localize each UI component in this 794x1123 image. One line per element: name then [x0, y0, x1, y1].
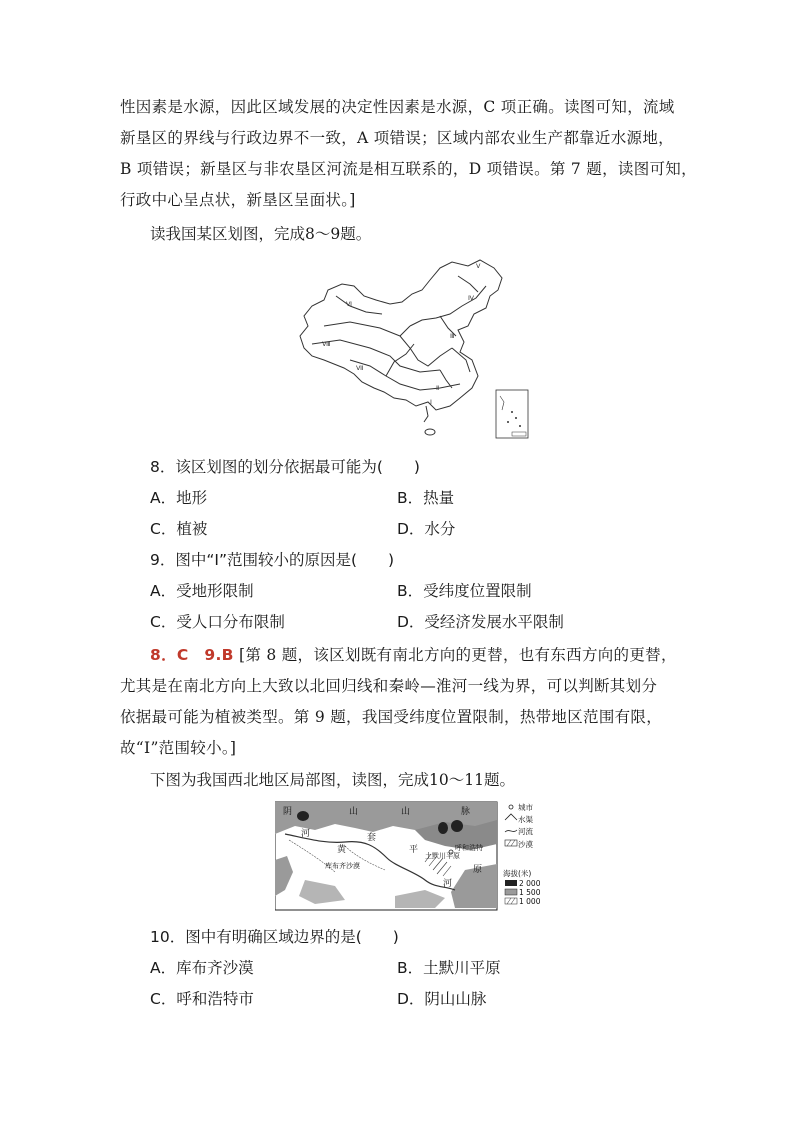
northwest-region-map [275, 800, 553, 912]
legend-level: 1 000 [519, 897, 541, 906]
map-label: 山 [401, 807, 411, 817]
region-label: Ⅲ [450, 332, 455, 340]
q10-option-d[interactable]: D．阴山山脉 [397, 990, 487, 1008]
q8-option-c[interactable]: C．植被 [150, 520, 208, 538]
explanation-top [120, 92, 697, 216]
q9-option-a[interactable]: A．受地形限制 [150, 582, 254, 600]
q9-option-c[interactable]: C．受人口分布限制 [150, 613, 285, 631]
map-label: 平 [409, 845, 419, 855]
explanation-line: 尤其是在南北方向上大致以北回归线和秦岭—淮河一线为界，可以判断其划分 [120, 677, 658, 695]
explanation-line: 性因素是水源，因此区域发展的决定性因素是水源，C 项正确。读图可知，流域 [120, 98, 675, 116]
legend-desert: 沙漠 [518, 840, 533, 849]
region-label: Ⅵ [346, 300, 352, 308]
question-9-stem: 9．图中“Ⅰ”范围较小的原因是( ) [150, 551, 395, 569]
map-label: 呼和浩特 [455, 844, 483, 852]
q10-option-b[interactable]: B．土默川平原 [397, 959, 501, 977]
question-8-stem: 8．该区划图的划分依据最可能为( ) [150, 458, 420, 476]
explanation-line: 故“Ⅰ”范围较小。] [120, 739, 237, 757]
map-label: 土默川平原 [425, 852, 460, 860]
map-label: 原 [473, 865, 483, 875]
legend-canal: 水渠 [518, 815, 533, 824]
q8-option-a[interactable]: A．地形 [150, 489, 208, 507]
region-label: Ⅳ [468, 294, 474, 302]
explanation-line: [第 8 题，该区划既有南北方向的更替，也有东西方向的更替， [238, 646, 677, 664]
explanation-line: 依据最可能为植被类型。第 9 题，我国受纬度位置限制，热带地区范围有限， [120, 708, 663, 726]
region-label: Ⅴ [476, 262, 481, 270]
map-label: 河 [443, 879, 453, 889]
region-label: Ⅶ [356, 364, 364, 372]
answer-key: 8．C 9.B [150, 646, 234, 664]
q10-option-a[interactable]: A．库布齐沙漠 [150, 959, 254, 977]
q9-option-d[interactable]: D．受经济发展水平限制 [397, 613, 564, 631]
legend-river: 河流 [518, 827, 533, 836]
map-label: 河 [301, 829, 311, 839]
answer-8-9 [120, 640, 680, 764]
map-label: 阴 [283, 807, 293, 817]
legend-level: 2 000 [519, 879, 541, 888]
region-label: Ⅱ [436, 384, 440, 392]
explanation-line: B 项错误；新垦区与非农垦区河流是相互联系的，D 项错误。第 7 题，读图可知， [120, 160, 697, 178]
map-legend [503, 802, 541, 906]
map-label: 脉 [461, 807, 471, 817]
map-label: 套 [367, 833, 377, 843]
legend-level: 1 500 [519, 888, 541, 897]
legend-elevation-title: 海拔(米) [503, 869, 532, 878]
china-regional-map [290, 256, 535, 442]
region-label: Ⅷ [322, 340, 331, 348]
q8-option-d[interactable]: D．水分 [397, 520, 456, 538]
explanation-line: 行政中心呈点状，新垦区呈面状。] [120, 191, 356, 209]
map-label: 库布齐沙漠 [325, 862, 360, 870]
legend-city: 城市 [518, 803, 533, 812]
question-10-stem: 10．图中有明确区域边界的是( ) [150, 928, 399, 946]
map-label: 山 [349, 807, 359, 817]
intro-8-9: 读我国某区划图，完成8～9题。 [150, 225, 372, 243]
map-label: 黄 [337, 845, 347, 855]
q10-option-c[interactable]: C．呼和浩特市 [150, 990, 254, 1008]
explanation-line: 新垦区的界线与行政边界不一致，A 项错误；区域内部农业生产都靠近水源地， [120, 129, 674, 147]
q8-option-b[interactable]: B．热量 [397, 489, 455, 507]
intro-10-11: 下图为我国西北地区局部图，读图，完成10～11题。 [150, 771, 515, 789]
region-label: Ⅰ [430, 398, 432, 406]
south-sea-inset [496, 390, 528, 438]
q9-option-b[interactable]: B．受纬度位置限制 [397, 582, 532, 600]
